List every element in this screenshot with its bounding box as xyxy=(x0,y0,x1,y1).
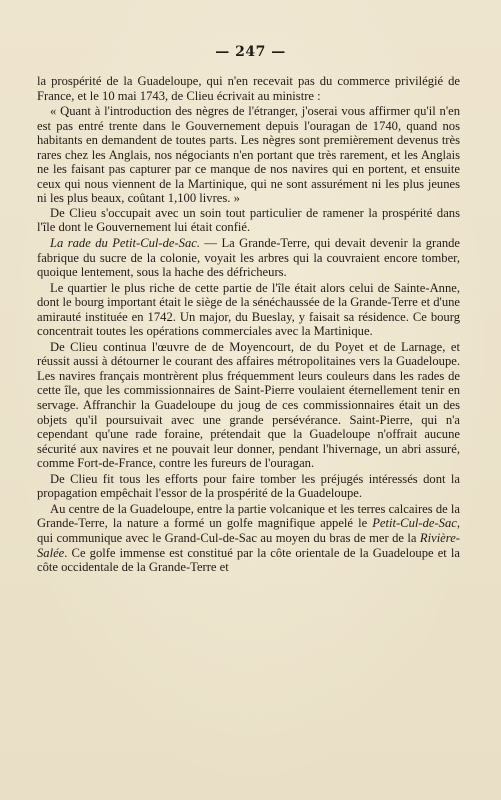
paragraph-prejuges: De Clieu fit tous les efforts pour faire tomber les préjugés intéressés dont la propagation empêchait l'essor de la prospérité de la Guadeloupe. xyxy=(37,471,460,501)
paragraph-rade-petit-cul-de-sac xyxy=(37,236,460,280)
page-number: — 247 — xyxy=(215,44,286,60)
text-segment: , qui communique avec le Grand-Cul-de-Sac au moyen du bras de mer de la xyxy=(37,516,460,545)
paragraph-sainte-anne: Le quartier le plus riche de cette partie de l'île était alors celui de Sainte-Anne, dont le bourg important était le siège de la sénéchaussée de la Grande-Terre et d'une amirauté instituée en 1742. Un major, du Bueslay, y faisait sa résidence. Ce bourg concentrait toutes les opérations commerciales avec la Martinique. xyxy=(37,280,460,339)
section-title: La rade du Petit-Cul-de-Sac. xyxy=(50,236,201,251)
body-text xyxy=(37,74,460,576)
text-segment: Au centre de la Guadeloupe, entre la partie volcanique et les terres calcaires de la Grande-Terre, la nature a formé un golfe magnifique appelé le xyxy=(37,501,460,531)
place-name-riviere-salee: Rivière-Salée xyxy=(37,530,460,560)
paragraph-golfe xyxy=(37,502,460,575)
paragraph-de-clieu-prosperity: De Clieu s'occupait avec un soin tout particulier de ramener la prospérité dans l'île dont le Gouvernement lui était confié. xyxy=(37,205,460,235)
paragraph-continuation: la prospérité de la Guadeloupe, qui n'en recevait pas du commerce privilégié de France, et le 10 mai 1743, de Clieu écrivait au ministre : xyxy=(37,74,460,103)
text-segment: . Ce golfe immense est constitué par la côte orientale de la Guadeloupe et la côte occidentale de la Grande-Terre et xyxy=(37,545,460,575)
paragraph-commerce: De Clieu continua l'œuvre de de Moyencourt, de du Poyet et de Larnage, et réussit aussi à détourner le courant des affaires métropolitaines vers la Guadeloupe. Les navires français montrèrent plus fréquemment leurs couleurs dans les rades de cette île, que les commissionnaires de Saint-Pierre voulaient éternellement tenir en servage. Affranchir la Guadeloupe du joug de ces commissionnaires était un des objets qu'il poursuivait avec une grande persévérance. Saint-Pierre, qui n'a cependant qu'une rade foraine, prétendait que la Guadeloupe n'offrait aucune sécurité aux navires et ne pouvait leur donner, pendant l'hivernage, un abri assuré, comme Fort-de-France, contre les fureurs de l'ouragan. xyxy=(37,339,460,471)
section-text: — La Grande-Terre, qui devait devenir la grande fabrique du sucre de la colonie, voyait les arbres qui la couvraient encore tomber, quoique lentement, sous la hache des défricheurs. xyxy=(37,236,461,280)
place-name-petit-cul-de-sac: Petit-Cul-de-Sac xyxy=(372,516,457,531)
paragraph-quotation: « Quant à l'introduction des nègres de l'étranger, j'oserai vous affirmer qu'il n'en est pas entré trente dans le Gouvernement depuis l'ouragan de 1740, quand nos habitants en demandent de toutes parts. Les nègres sont premièrement devenus très rares chez les Anglais, nos négociants n'en portant que très rarement, et les Anglais ne les faisant pas capturer par ce manque de nos navires qui en portent, et ensuite ceux qui nous viennent de la Martinique, qui ne sont assurément ni les plus jeunes ni les plus beaux, coûtant 1,100 livres. » xyxy=(37,104,460,206)
